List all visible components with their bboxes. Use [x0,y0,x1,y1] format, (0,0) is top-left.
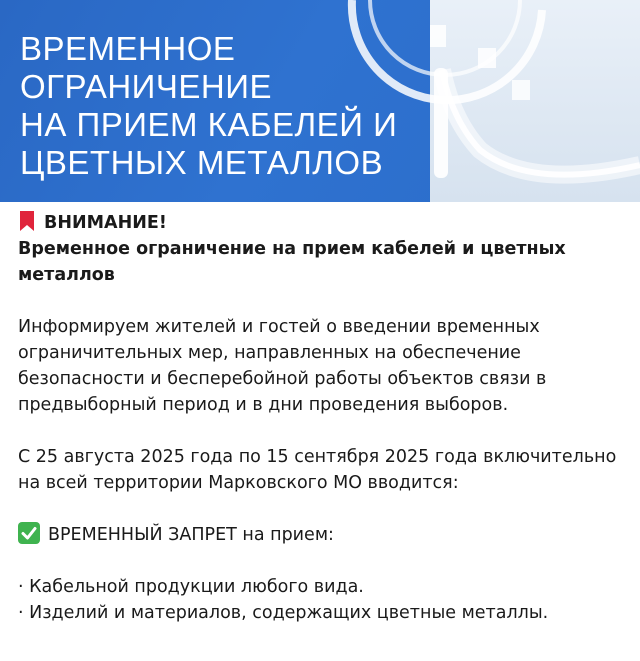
ban-heading-line [18,522,622,548]
banner-title-line: НА ПРИЕМ КАБЕЛЕЙ И [20,106,398,143]
paragraph-line: на всей территории Марковского МО вводится: [18,473,459,493]
green-check-icon [18,522,40,544]
banner-image [0,0,640,202]
banner-title [20,30,397,182]
red-bookmark-icon [18,210,36,232]
attention-label: ВНИМАНИЕ! [44,213,167,233]
paragraph-line: ограничительных мер, направленных на обеспечение [18,343,521,363]
paragraph-line: Информируем жителей и гостей о введении временных [18,317,540,337]
banner-title-line: ВРЕМЕННОЕ [20,30,236,67]
paragraph-line: безопасности и бесперебойной работы объектов связи в [18,369,547,389]
list-item: · Изделий и материалов, содержащих цветные металлы. [18,603,549,623]
banner-title-line: ЦВЕТНЫХ МЕТАЛЛОВ [20,144,384,181]
list-item: · Кабельной продукции любого вида. [18,577,364,597]
ban-heading: ВРЕМЕННЫЙ ЗАПРЕТ на прием: [48,525,334,545]
headline-line: Временное ограничение на прием кабелей и цветных [18,239,566,259]
headline-line: металлов [18,265,115,285]
paragraph-line: предвыборный период и в дни проведения выборов. [18,395,509,415]
banner-title-line: ОГРАНИЧЕНИЕ [20,68,272,105]
attention-line [18,210,622,236]
post-content [0,202,640,626]
paragraph-line: С 25 августа 2025 года по 15 сентября 2025 года включительно [18,447,617,467]
